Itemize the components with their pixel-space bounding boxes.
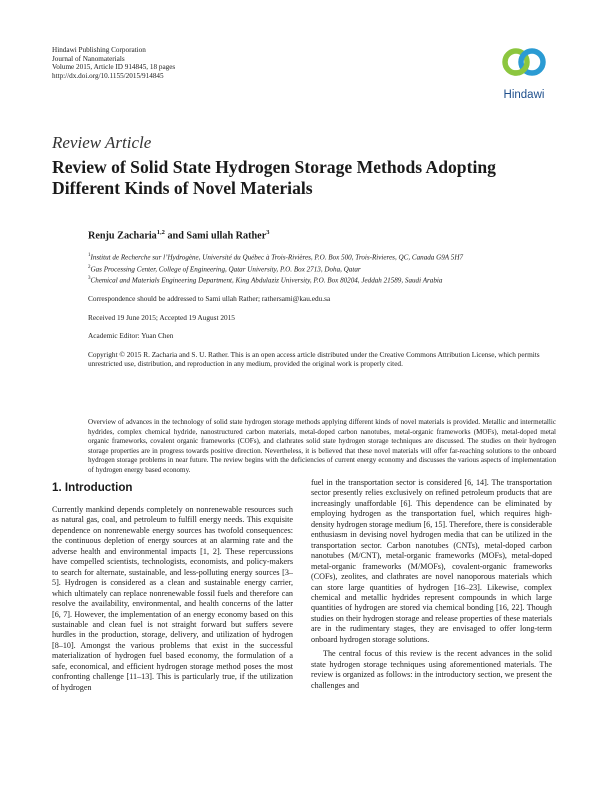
- affiliation-line: [88, 274, 558, 286]
- affiliation-number: 1: [88, 253, 91, 258]
- author-affiliation-mark: 1,2: [156, 229, 165, 236]
- body-paragraph: The central focus of this review is the recent advances in the solid state hydrogen storage techniques using aforementioned materials. The review is organized as follows: in the introductory section, we present the challenges and: [311, 649, 552, 690]
- volume-info: Volume 2015, Article ID 914845, 18 pages: [52, 63, 176, 72]
- affiliation-line: [88, 251, 558, 263]
- body-column-left: [52, 505, 293, 693]
- hindawi-wordmark: Hindawi: [503, 89, 545, 101]
- body-paragraph: Currently mankind depends completely on nonrenewable resources such as natural gas, coal, and petroleum to fulfill energy needs. This exquisite dependence on nonrenewable energy sources has twofold consequences: the continuous depletion of energy sources at an alarming rate and the adverse health and environmental impacts [1, 2]. These repercussions have compelled scientists, technologists, economists, and policy-makers to search for alternate, sustainable, and less-polluting energy sources [3–5]. Hydrogen is considered as a clean and sustainable energy carrier, which ultimately can replace nonrenewable fossil fuels and therefore can resolve the availability, environmental, and health concerns of the latter [6, 7]. However, the implementation of an energy economy based on this sustainable and clean fuel is not straight forward but suffers severe hurdles in the production, storage, delivery, and utilization of hydrogen [8–10]. Amongst the various problems that exist in the successful materialization of hydrogen fuel based economy, the formulation of a safe, economical, and efficient hydrogen storage method poses the most confronting challenge [11–13]. This is particularly true, if the utilization of hydrogen: [52, 505, 293, 692]
- affiliation-number: 2: [88, 264, 91, 270]
- affiliation-text: Institut de Recherche sur l’Hydrogène, Université du Québec à Trois-Rivières, P.O. Box 500, Trois-Rivieres, QC, Canada G9A 5H7: [90, 253, 463, 262]
- paper-title: Review of Solid State Hydrogen Storage Methods Adopting Different Kinds of Novel Materials: [52, 157, 496, 198]
- section-heading: 1. Introduction: [52, 481, 133, 494]
- hindawi-logo-icon: [501, 46, 547, 88]
- body-column-right: [311, 478, 552, 691]
- publisher-name: Hindawi Publishing Corporation: [52, 46, 146, 54]
- affiliation-text: Chemical and Materials Engineering Department, King Abdulaziz University, P.O. Box 80204, Jeddah 21589, Saudi Arabia: [90, 276, 443, 285]
- author-name: Renju Zacharia: [88, 230, 157, 242]
- correspondence: Correspondence should be addressed to Sami ullah Rather; rathersami@kau.edu.sa: [88, 294, 331, 303]
- copyright-notice: Copyright © 2015 R. Zacharia and S. U. Rather. This is an open access article distributed under the Creative Commons Attribution License, which permits unrestricted use, distribution, and reproduction in any medium, provided the original work is properly cited.: [88, 350, 540, 369]
- author-connector: and: [164, 230, 187, 242]
- journal-name: Journal of Nanomaterials: [52, 54, 125, 63]
- abstract: Overview of advances in the technology of solid state hydrogen storage methods applying different kinds of novel materials is provided. Metallic and intermetallic hydrides, complex chemical hydride, nanostructured carbon materials, metal-doped carbon nanotubes, metal-organic frameworks (MOFs), metal-doped metal organic frameworks, covalent organic frameworks (COFs), and clathrates solid state hydrogen storage techniques are discussed. The studies on their hydrogen storage properties are in progress towards positive direction. Nevertheless, it is believed that these novel materials will offer far-reaching solutions to the onboard hydrogen storage problems in near future. The review begins with the deficiencies of current energy economy and discusses the various aspects of implementation of hydrogen energy based economy.: [88, 418, 556, 474]
- academic-editor: Academic Editor: Yuan Chen: [88, 331, 174, 340]
- affiliation-number: 3: [88, 276, 91, 282]
- affiliation-line: [88, 263, 558, 275]
- received-dates: Received 19 June 2015; Accepted 19 August 2015: [88, 313, 235, 322]
- author-list: [88, 229, 269, 241]
- body-paragraph: fuel in the transportation sector is considered [6, 14]. The transportation sector presently relies exclusively on refined petroleum products that are increasingly unaffordable [6]. This dependence can be eliminated by employing hydrogen as the transportation fuel, which requires high-density hydrogen storage medium [6, 15]. Therefore, there is considerable enthusiasm in devising novel hydrogen media that can be utilized in the transportation sector. Carbon nanotubes (CNTs), metal-doped carbon nanotubes (M/CNT), metal-organic frameworks (MOFs), metal-doped metal-organic frameworks (M/MOFs), covalent-organic frameworks (COFs), zeolites, and clathrates are novel nanoporous materials which can store large quantities of hydrogen [16–23]. Likewise, complex chemical and metallic hydrides represent compounds in which large quantities of hydrogen are stored via chemical bonding [16, 22]. Though studies on their hydrogen storage and release properties of these materials are in the rudimentary stages, they are envisaged to offer long-term onboard hydrogen storage solutions.: [311, 478, 552, 644]
- doi-link[interactable]: http://dx.doi.org/10.1155/2015/914845: [52, 71, 164, 80]
- author-name: Sami ullah Rather: [186, 230, 267, 242]
- article-type: Review Article: [52, 133, 152, 152]
- journal-header: [52, 46, 175, 80]
- author-affiliation-mark: 3: [266, 229, 270, 236]
- affiliations: [88, 251, 558, 286]
- affiliation-text: Gas Processing Center, College of Engineering, Qatar University, P.O. Box 2713, Doha, Qatar: [90, 265, 361, 274]
- publisher-logo: [496, 46, 552, 106]
